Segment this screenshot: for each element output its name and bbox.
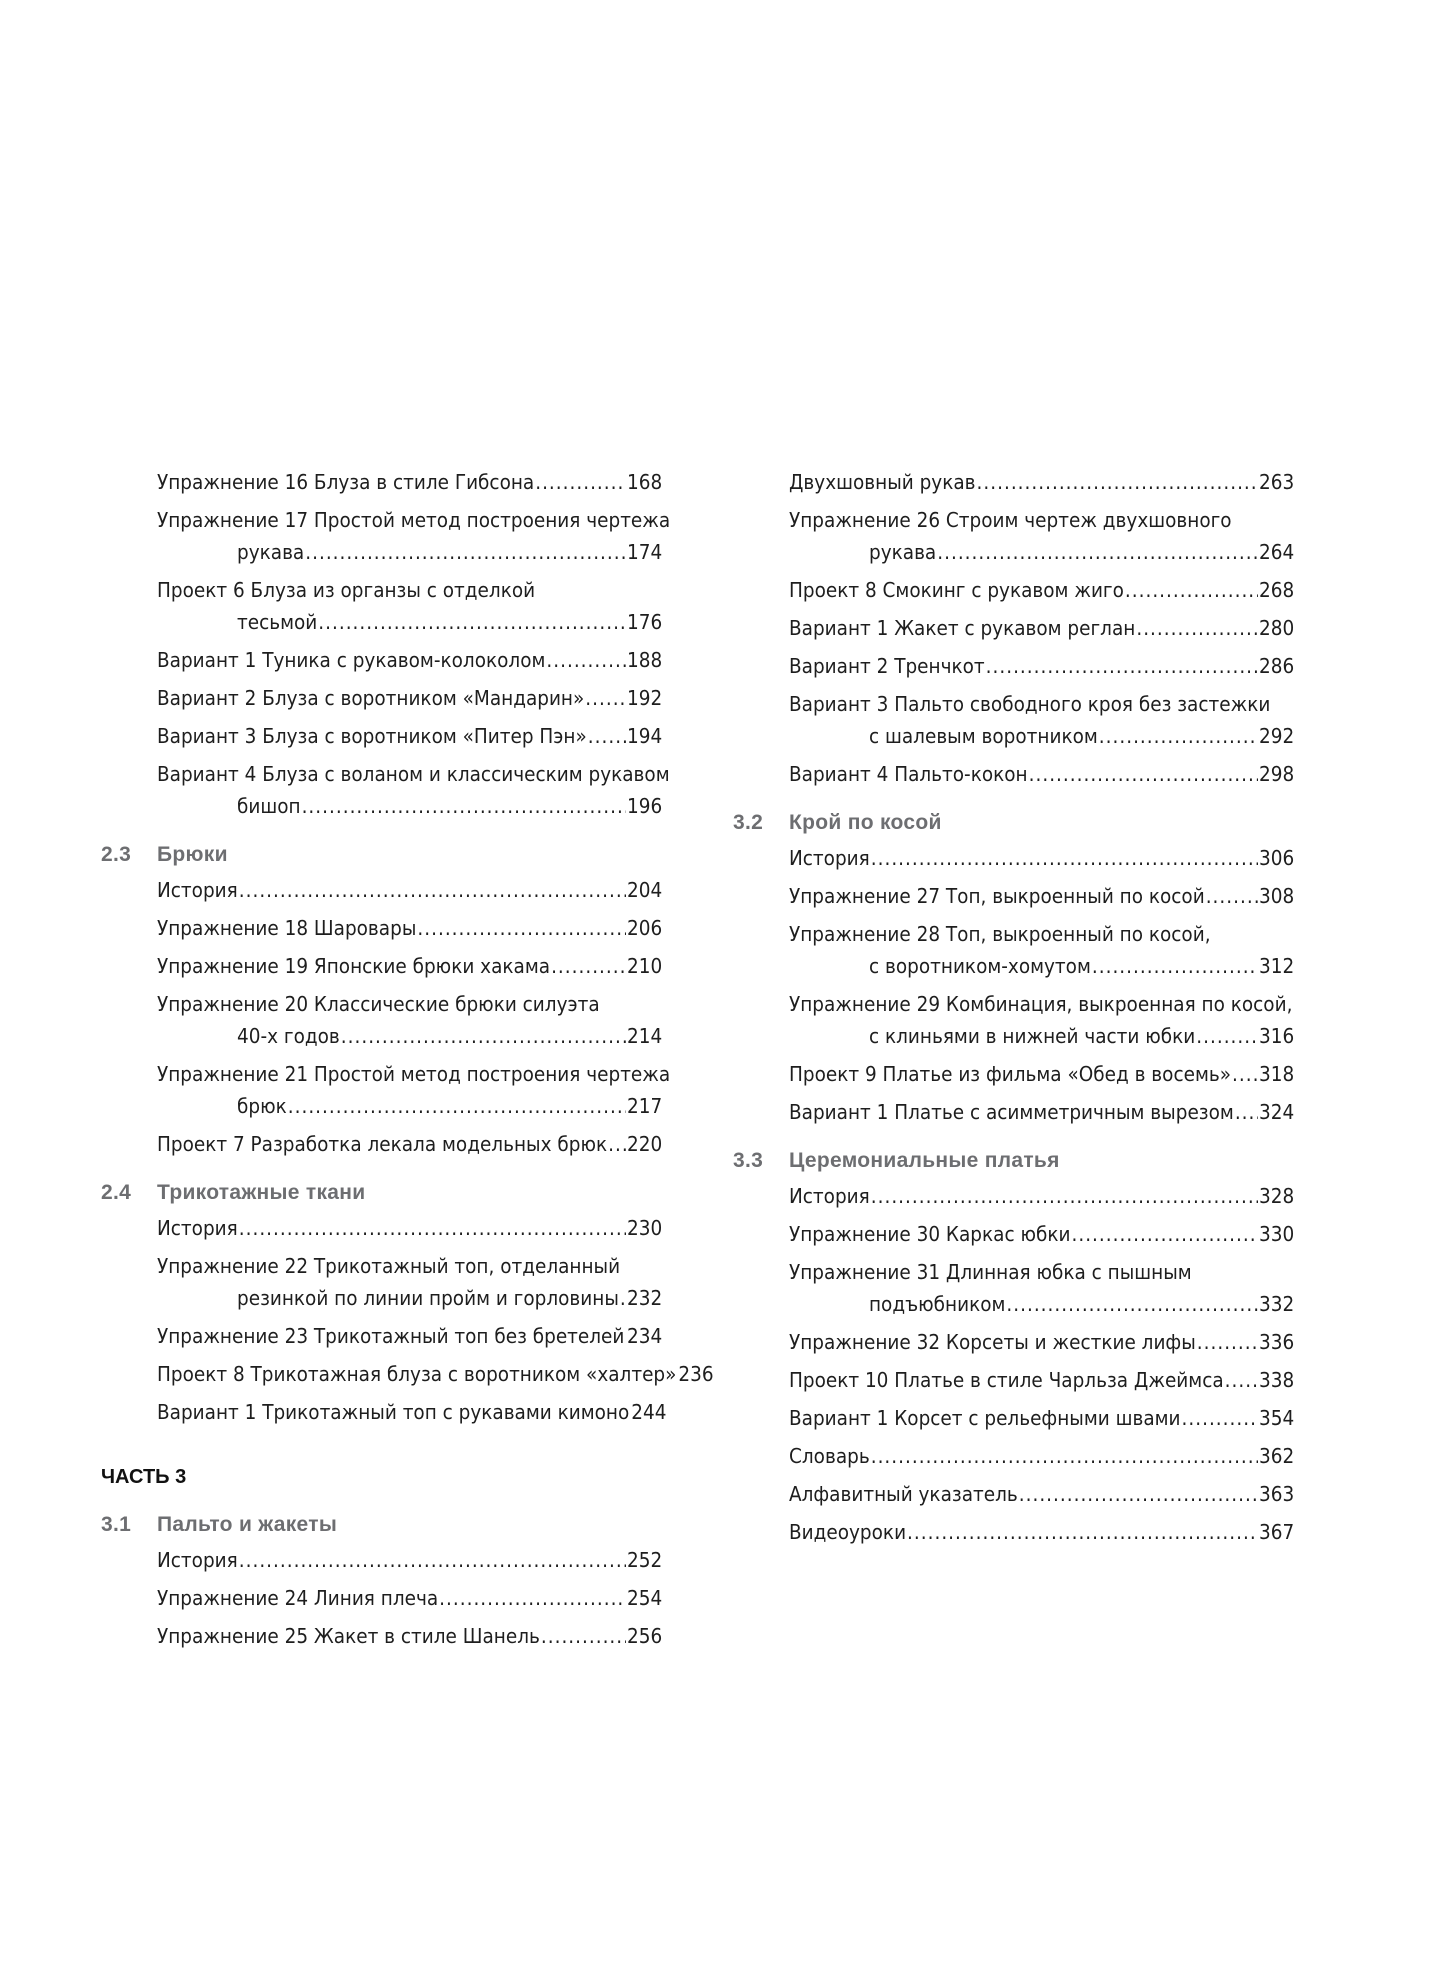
toc-entry-title: Упражнение 22 Трикотажный топ, отделанный [157,1254,621,1278]
dot-leader [239,874,626,906]
toc-entry-line [789,1478,1293,1510]
dot-leader [546,644,626,676]
toc-entry[interactable] [733,1478,1293,1510]
page-number: 254 [627,1586,663,1610]
toc-entry-title: тесьмой [237,610,318,634]
toc-entry-line [157,720,661,752]
toc-entry-line [157,1250,661,1282]
dot-leader [239,1544,626,1576]
page-number: 268 [1259,578,1295,602]
page-number: 220 [627,1132,663,1156]
toc-entry-title: Упражнение 21 Простой метод построения чертежа [157,1062,671,1086]
toc-entry-line [789,1326,1293,1358]
toc-entry[interactable] [101,912,661,944]
page-number: 324 [1259,1100,1295,1124]
toc-entry-line [789,466,1293,498]
page-number: 256 [627,1624,663,1648]
toc-entry[interactable] [101,988,661,1052]
toc-entry-line [789,612,1293,644]
toc-entry[interactable] [101,1620,661,1652]
toc-entry-line [789,880,1293,912]
toc-entry-continuation [789,1288,1293,1320]
toc-entry-title: Упражнение 32 Корсеты и жесткие лифы [789,1330,1196,1354]
toc-entry-continuation [157,1020,661,1052]
toc-entry-title: Упражнение 26 Строим чертеж двухшовного [789,508,1232,532]
toc-entry-title: Вариант 1 Платье с асимметричным вырезом [789,1100,1234,1124]
toc-entry-title: Вариант 3 Блуза с воротником «Питер Пэн» [157,724,587,748]
toc-entry-line [789,650,1293,682]
toc-entry[interactable] [733,988,1293,1052]
toc-entry-title: рукава [237,540,305,564]
toc-entry[interactable] [101,504,671,568]
dot-leader [1136,612,1258,644]
toc-entry[interactable] [101,1358,714,1390]
toc-entry-title: История [789,1184,870,1208]
toc-entry-title: рукава [869,540,937,564]
toc-entry[interactable] [733,688,1293,752]
page-number: 188 [627,648,663,672]
dot-leader [541,1620,626,1652]
toc-entry-continuation [789,950,1293,982]
toc-entry-line [789,504,1293,536]
toc-right-column [733,466,1293,1554]
toc-entry-title: Проект 10 Платье в стиле Чарльза Джеймса [789,1368,1224,1392]
dot-leader [1019,1478,1258,1510]
page-number: 330 [1259,1222,1295,1246]
toc-entry-continuation [157,606,661,638]
toc-entry-line [157,950,661,982]
page-number: 168 [627,470,663,494]
toc-entry[interactable] [733,1364,1293,1396]
dot-leader [608,1128,626,1160]
page-number: 194 [627,724,663,748]
page-number: 308 [1259,884,1295,908]
toc-entry-line [157,682,661,714]
toc-entry-line [157,1128,661,1160]
dot-leader [871,842,1258,874]
page-number: 174 [627,540,663,564]
toc-entry-title: Вариант 4 Пальто-кокон [789,762,1028,786]
dot-leader [625,1320,626,1352]
dot-leader [585,682,626,714]
page-number: 328 [1259,1184,1295,1208]
toc-entry-continuation [789,1020,1293,1052]
toc-entry-line [789,758,1293,790]
toc-entry-title: 40-х годов [237,1024,340,1048]
dot-leader [288,1090,626,1122]
toc-entry-title: Вариант 1 Туника с рукавом-колоколом [157,648,546,672]
page-number: 192 [627,686,663,710]
dot-leader [1225,1364,1258,1396]
page-number: 206 [627,916,663,940]
toc-entry-title: Проект 9 Платье из фильма «Обед в восемь» [789,1062,1232,1086]
toc-entry[interactable] [733,1180,1293,1212]
toc-entry-title: Проект 6 Блуза из органзы с отделкой [157,578,536,602]
dot-leader [1235,1096,1258,1128]
toc-entry-line [789,1180,1293,1212]
toc-entry-title: Вариант 2 Тренчкот [789,654,985,678]
dot-leader [977,466,1258,498]
toc-entry[interactable] [101,1250,661,1314]
toc-entry-title: резинкой по линии пройм и горловины [237,1286,619,1310]
toc-entry-title: с воротником-хомутом [869,954,1091,978]
page-number: 298 [1259,762,1295,786]
toc-entry-continuation [789,536,1293,568]
toc-entry-line [157,1358,714,1390]
dot-leader [907,1516,1258,1548]
toc-entry-line [789,688,1293,720]
toc-entry-title: подъюбником [869,1292,1006,1316]
toc-entry[interactable] [733,574,1293,606]
toc-entry[interactable] [733,880,1293,912]
dot-leader [318,606,626,638]
page-number: 214 [627,1024,663,1048]
toc-entry[interactable] [101,466,661,498]
toc-entry[interactable] [101,874,661,906]
page-number: 234 [627,1324,663,1348]
toc-entry-title: Вариант 2 Блуза с воротником «Мандарин» [157,686,585,710]
toc-entry-title: Словарь [789,1444,870,1468]
section-number: 3.1 [101,1513,132,1536]
page-number: 232 [627,1286,663,1310]
page-number: 244 [631,1400,667,1424]
toc-entry-line [157,1544,661,1576]
toc-entry[interactable] [101,758,670,822]
page-number: 236 [678,1362,714,1386]
section-heading [733,1146,1293,1176]
toc-entry-line [157,644,661,676]
toc-entry-title: Упражнение 29 Комбинация, выкроенная по косой, [789,992,1293,1016]
page-number: 204 [627,878,663,902]
toc-entry-line [789,1096,1293,1128]
toc-entry-title: Проект 8 Трикотажная блуза с воротником «халтер» [157,1362,677,1386]
toc-entry-title: Алфавитный указатель [789,1482,1018,1506]
toc-entry-title: Проект 8 Смокинг с рукавом жиго [789,578,1124,602]
page-number: 367 [1259,1520,1295,1544]
toc-entry-title: История [157,1216,238,1240]
dot-leader [588,720,626,752]
toc-entry[interactable] [101,1212,661,1244]
page-number: 332 [1259,1292,1295,1316]
page-number: 312 [1259,954,1295,978]
toc-entry-title: Упражнение 23 Трикотажный топ без бретелей [157,1324,625,1348]
toc-left-column [101,466,714,1658]
page-number: 264 [1259,540,1295,564]
toc-entry-title: Упражнение 16 Блуза в стиле Гибсона [157,470,535,494]
toc-entry-line [789,1402,1293,1434]
toc-entry[interactable] [733,918,1293,982]
toc-entry-line [157,988,661,1020]
toc-entry-continuation [157,536,661,568]
toc-entry[interactable] [733,1218,1293,1250]
toc-entry-line [157,1620,661,1652]
section-title: Трикотажные ткани [157,1181,366,1204]
section-title: Брюки [157,843,228,866]
toc-entry[interactable] [733,1440,1293,1472]
toc-entry-line [789,1256,1293,1288]
toc-entry[interactable] [733,1516,1293,1548]
dot-leader [302,790,626,822]
page-number: 338 [1259,1368,1295,1392]
toc-entry-continuation [157,1090,661,1122]
toc-entry-title: бишоп [237,794,301,818]
page-number: 354 [1259,1406,1295,1430]
toc-entry-line [789,574,1293,606]
dot-leader [871,1440,1258,1472]
toc-entry[interactable] [733,1326,1293,1358]
toc-entry[interactable] [101,1582,661,1614]
page-number: 210 [627,954,663,978]
page-number: 362 [1259,1444,1295,1468]
page-number: 286 [1259,654,1295,678]
toc-entry[interactable] [733,842,1293,874]
page-number: 336 [1259,1330,1295,1354]
dot-leader [535,466,626,498]
section-title: Пальто и жакеты [157,1513,338,1536]
toc-entry[interactable] [733,758,1293,790]
section-heading [101,1510,661,1540]
toc-entry[interactable] [101,1320,661,1352]
toc-entry-title: Вариант 3 Пальто свободного кроя без застежки [789,692,1271,716]
page-number: 292 [1259,724,1295,748]
toc-entry-title: Видеоуроки [789,1520,907,1544]
toc-entry[interactable] [101,1128,661,1160]
toc-entry-line [789,1218,1293,1250]
dot-leader [1197,1326,1258,1358]
toc-entry-line [157,574,661,606]
page-number: 263 [1259,470,1295,494]
toc-entry-line [157,874,661,906]
toc-entry-title: Упражнение 31 Длинная юбка с пышным [789,1260,1192,1284]
toc-entry[interactable] [101,950,661,982]
toc-entry-title: Упражнение 20 Классические брюки силуэта [157,992,600,1016]
toc-entry-line [157,912,661,944]
toc-entry-title: Вариант 1 Трикотажный топ с рукавами кимоно [157,1400,630,1424]
toc-entry-title: Вариант 1 Корсет с рельефными швами [789,1406,1181,1430]
toc-entry-line [789,918,1293,950]
section-title: Церемониальные платья [789,1149,1060,1172]
dot-leader [1206,880,1258,912]
page-number: 318 [1259,1062,1295,1086]
section-number: 2.4 [101,1181,132,1204]
toc-entry-title: Двухшовный рукав [789,470,976,494]
toc-entry-title: Упражнение 30 Каркас юбки [789,1222,1071,1246]
toc-entry-line [789,988,1293,1020]
toc-entry[interactable] [733,466,1293,498]
toc-entry-title: История [157,1548,238,1572]
page-number: 306 [1259,846,1295,870]
toc-entry-line [157,466,661,498]
toc-entry-line [789,1440,1293,1472]
toc-entry-line [157,758,670,790]
toc-entry-line [157,1320,661,1352]
toc-entry-line [157,1396,667,1428]
page-number: 363 [1259,1482,1295,1506]
dot-leader [341,1020,626,1052]
toc-entry-title: брюк [237,1094,287,1118]
toc-entry-line [157,1212,661,1244]
section-heading [101,840,661,870]
toc-entry[interactable] [733,1058,1293,1090]
page-number: 280 [1259,616,1295,640]
toc-entry-title: Упражнение 17 Простой метод построения чертежа [157,508,671,532]
toc-entry[interactable] [101,682,661,714]
toc-entry-title: Вариант 4 Блуза с воланом и классическим рукавом [157,762,670,786]
toc-entry-continuation [157,1282,661,1314]
toc-entry-title: Вариант 1 Жакет с рукавом реглан [789,616,1136,640]
toc-entry-line [789,1516,1293,1548]
toc-entry[interactable] [101,1058,671,1122]
toc-entry[interactable] [733,1402,1293,1434]
section-title: Крой по косой [789,811,942,834]
toc-entry-title: Упражнение 24 Линия плеча [157,1586,439,1610]
page-number: 176 [627,610,663,634]
dot-leader [1196,1020,1258,1052]
toc-entry-line [789,1058,1293,1090]
dot-leader [1232,1058,1258,1090]
page-number: 230 [627,1216,663,1240]
toc-entry-title: История [157,878,238,902]
toc-entry[interactable] [733,1096,1293,1128]
dot-leader [417,912,626,944]
toc-entry-line [157,1058,671,1090]
page-number: 252 [627,1548,663,1572]
dot-leader [1182,1402,1258,1434]
dot-leader [1099,720,1258,752]
dot-leader [1125,574,1258,606]
toc-entry-title: с шалевым воротником [869,724,1098,748]
toc-entry-title: Упражнение 19 Японские брюки хакама [157,954,551,978]
dot-leader [1006,1288,1258,1320]
toc-entry[interactable] [101,574,661,638]
toc-entry[interactable] [101,1544,661,1576]
dot-leader [1071,1218,1258,1250]
toc-entry-title: Упражнение 25 Жакет в стиле Шанель [157,1624,540,1648]
page-number: 196 [627,794,663,818]
toc-entry-title: с клиньями в нижней части юбки [869,1024,1196,1048]
section-number: 2.3 [101,843,132,866]
dot-leader [871,1180,1258,1212]
toc-entry-continuation [789,720,1293,752]
toc-entry[interactable] [733,612,1293,644]
toc-entry-line [789,1364,1293,1396]
toc-entry[interactable] [733,504,1293,568]
toc-entry[interactable] [733,1256,1293,1320]
toc-entry[interactable] [733,650,1293,682]
toc-entry-continuation [157,790,661,822]
section-number: 3.3 [733,1149,764,1172]
toc-entry-title: Упражнение 28 Топ, выкроенный по косой, [789,922,1211,946]
dot-leader [1029,758,1258,790]
toc-entry-title: Упражнение 27 Топ, выкроенный по косой [789,884,1205,908]
toc-entry[interactable] [101,720,661,752]
section-heading [101,1178,661,1208]
page-number: 316 [1259,1024,1295,1048]
dot-leader [937,536,1258,568]
dot-leader [239,1212,626,1244]
page-number: 217 [627,1094,663,1118]
section-number: 3.2 [733,811,764,834]
toc-entry-title: История [789,846,870,870]
toc-entry-line [157,504,671,536]
dot-leader [551,950,626,982]
toc-entry-title: Упражнение 18 Шаровары [157,916,417,940]
toc-entry-line [157,1582,661,1614]
dot-leader [986,650,1258,682]
part-heading: ЧАСТЬ 3 [101,1466,187,1488]
toc-entry-line [789,842,1293,874]
toc-entry-title: Проект 7 Разработка лекала модельных брюк [157,1132,608,1156]
dot-leader [439,1582,626,1614]
dot-leader [305,536,626,568]
section-heading [733,808,1293,838]
dot-leader [1092,950,1258,982]
toc-entry[interactable] [101,1396,667,1428]
toc-entry[interactable] [101,644,661,676]
dot-leader [620,1282,626,1314]
